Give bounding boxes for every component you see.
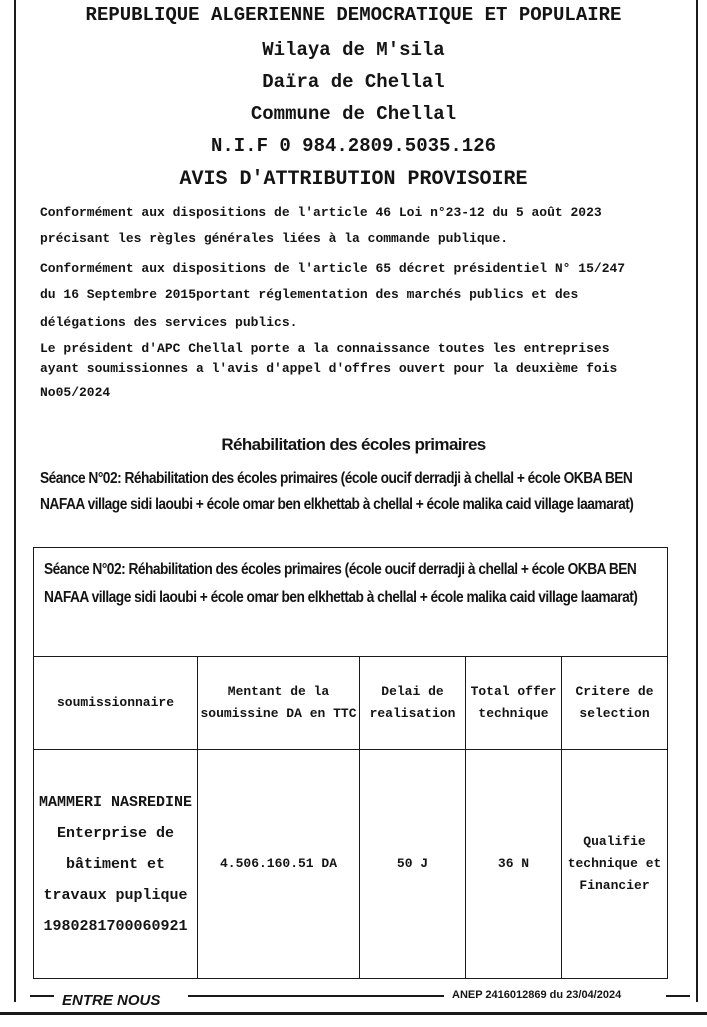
body-line: Conformément aux dispositions de l'article 46 Loi n°23-12 du 5 août 2023 <box>40 205 602 220</box>
table-seance-text: Séance N°02: Réhabilitation des écoles primaires (école oucif derradji à chellal + école OKBA BEN NAFAA village sidi laoubi + école omar ben elkhettab à chellal + école malika caid village laamarat) <box>44 561 638 606</box>
table-header-row <box>34 657 668 750</box>
footer-rule-right <box>666 995 690 997</box>
footer-rule-left <box>30 995 54 997</box>
header-bidder: soumissionnaire <box>34 657 198 750</box>
header-technical: Total offer technique <box>466 657 562 750</box>
wilaya-heading: Wilaya de M'sila <box>262 39 445 61</box>
document-title: AVIS D'ATTRIBUTION PROVISOIRE <box>179 168 528 191</box>
table-row <box>34 750 668 979</box>
commune-heading: Commune de Chellal <box>250 103 457 125</box>
body-line: du 16 Septembre 2015portant réglementation des marchés publics et des <box>40 287 579 302</box>
body-line: ayant soumissionnes a l'avis d'appel d'offres ouvert pour la deuxième fois <box>40 361 618 376</box>
cell-bidder: MAMMERI NASREDINE Enterprise de bâtiment et travaux puplique 1980281700060921 <box>34 750 198 979</box>
footer-rule-middle <box>188 995 444 997</box>
body-line: délégations des services publics. <box>40 315 298 330</box>
daira-heading: Daïra de Chellal <box>262 71 445 93</box>
table-seance-cell <box>34 548 668 657</box>
cell-criteria: Qualifie technique et Financier <box>562 750 668 979</box>
footer-left-label: ENTRE NOUS <box>62 992 161 1009</box>
republic-heading: REPUBLIQUE ALGERIENNE DEMOCRATIQUE ET POPULAIRE <box>85 4 622 26</box>
body-line: précisant les règles générales liées à la commande publique. <box>40 231 509 246</box>
award-table <box>33 547 668 979</box>
cell-technical: 36 N <box>466 750 562 979</box>
nif-heading: N.I.F 0 984.2809.5035.126 <box>210 135 497 157</box>
body-line: No05/2024 <box>40 385 111 400</box>
header-delay: Delai de realisation <box>360 657 466 750</box>
bottom-bar <box>0 1012 707 1027</box>
project-title: Réhabilitation des écoles primaires <box>221 435 486 454</box>
body-line: Le président d'APC Chellal porte a la connaissance toutes les entreprises <box>40 341 610 356</box>
cell-amount: 4.506.160.51 DA <box>198 750 360 979</box>
footer-right-label: ANEP 2416012869 du 23/04/2024 <box>452 989 622 1001</box>
header-amount: Mentant de la soumissine DA en TTC <box>198 657 360 750</box>
seance-description: Séance N°02: Réhabilitation des écoles primaires (école oucif derradji à chellal + école OKBA BEN NAFAA village sidi laoubi + école omar ben elkhettab à chellal + école malika caid village laamarat) <box>40 470 634 513</box>
body-line: Conformément aux dispositions de l'article 65 décret présidentiel N° 15/247 <box>40 261 626 276</box>
header-criteria: Critere de selection <box>562 657 668 750</box>
cell-delay: 50 J <box>360 750 466 979</box>
